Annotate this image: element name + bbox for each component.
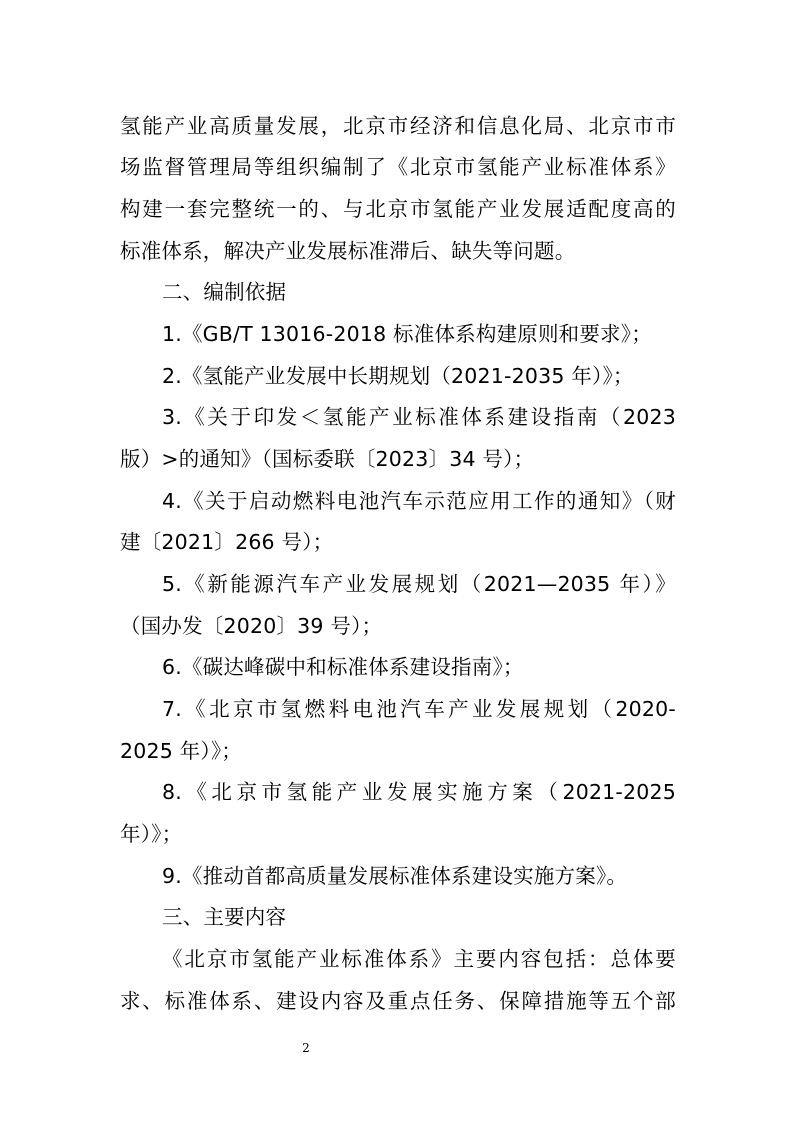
reference-item: 2.《氢能产业发展中长期规划（2021-2035 年）》；: [162, 364, 634, 388]
reference-item-continuation: 建〔2021〕266 号）；: [120, 530, 334, 554]
reference-item-continuation: 2025 年）》；: [120, 739, 242, 763]
reference-item-continuation: 版）>的通知》（国标委联〔2023〕34 号）；: [120, 447, 535, 471]
reference-item: 8.《北京市氢能产业发展实施方案（2021-2025: [162, 780, 676, 804]
body-text-line: 场监督管理局等组织编制了《北京市氢能产业标准体系》: [120, 155, 676, 179]
body-text-line: 《北京市氢能产业标准体系》主要内容包括：总体要: [162, 947, 676, 971]
reference-item: 4.《关于启动燃料电池汽车示范应用工作的通知》（财: [162, 489, 676, 513]
body-text-line: 氢能产业高质量发展，北京市经济和信息化局、北京市市: [120, 114, 676, 138]
reference-item: 3.《关于印发＜氢能产业标准体系建设指南（2023: [162, 405, 676, 429]
page-number: 2: [302, 1041, 310, 1055]
reference-item: 9.《推动首都高质量发展标准体系建设实施方案》。: [162, 864, 628, 888]
body-text-line: 求、标准体系、建设内容及重点任务、保障措施等五个部: [120, 989, 676, 1013]
section-heading: 二、编制依据: [162, 280, 287, 304]
section-heading: 三、主要内容: [162, 905, 287, 929]
reference-item: 7.《北京市氢燃料电池汽车产业发展规划（2020-: [162, 697, 676, 721]
body-text-line: 构建一套完整统一的、与北京市氢能产业发展适配度高的: [120, 197, 676, 221]
reference-item: 6.《碳达峰碳中和标准体系建设指南》；: [162, 655, 524, 679]
reference-item: 1.《GB/T 13016-2018 标准体系构建原则和要求》；: [162, 322, 652, 346]
reference-item: 5.《新能源汽车产业发展规划（2021—2035 年）》: [162, 572, 676, 596]
body-text-line: 标准体系，解决产业发展标准滞后、缺失等问题。: [120, 239, 576, 263]
reference-item-continuation: （国办发〔2020〕39 号）；: [120, 614, 383, 638]
reference-item-continuation: 年）》；: [120, 822, 183, 846]
